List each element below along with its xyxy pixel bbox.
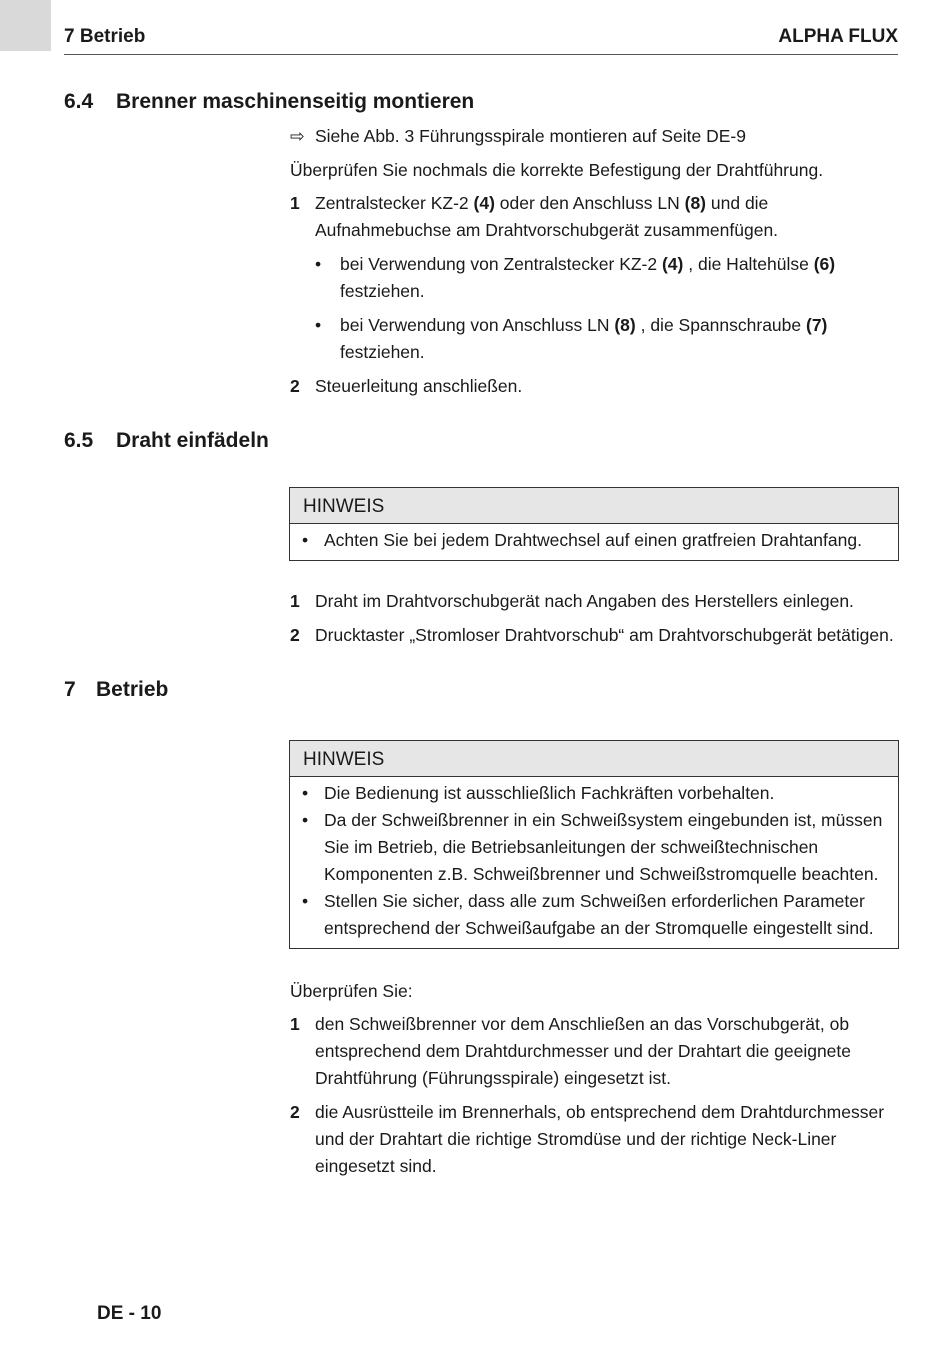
bullet-item bbox=[315, 312, 900, 366]
notice-item: • Achten Sie bei jedem Drahtwechsel auf einen gratfreien Drahtanfang. bbox=[302, 530, 862, 550]
corner-tab bbox=[0, 0, 51, 51]
header-chapter: 7 Betrieb bbox=[64, 26, 146, 47]
bullet-item bbox=[315, 251, 900, 305]
step-text: Steuerleitung anschließen. bbox=[315, 376, 523, 396]
section-number: 7 bbox=[64, 678, 76, 701]
instruction-text: Überprüfen Sie: bbox=[290, 981, 413, 1001]
instruction-text: Überprüfen Sie nochmals die korrekte Befestigung der Drahtführung. bbox=[290, 160, 824, 180]
notice-item: • Da der Schweißbrenner in ein Schweißsystem eingebunden ist, müssen Sie im Betrieb, die Betriebsanleitungen der schweißtechnischen Komponenten z.B. Schweißbrenner und Schweißstromquelle beachten. bbox=[302, 810, 883, 884]
step-item bbox=[290, 190, 900, 244]
step-item bbox=[290, 622, 900, 649]
step-text: den Schweißbrenner vor dem Anschließen an das Vorschubgerät, ob entsprechend dem Drahtdurchmesser und der Drahtart die geeignete Drahtführung (Führungsspirale) eingesetzt ist. bbox=[315, 1014, 852, 1088]
step-number: 2 bbox=[290, 625, 300, 645]
step-item bbox=[290, 588, 900, 615]
step-number: 2 bbox=[290, 376, 300, 396]
arrow-right-icon: ⇨ bbox=[290, 126, 305, 146]
notice-label: HINWEIS bbox=[290, 741, 898, 777]
section-title: Draht einfädeln bbox=[116, 429, 269, 452]
step-number: 1 bbox=[290, 591, 300, 611]
bullet-text: bei Verwendung von Zentralstecker KZ-2 (4) , die Haltehülse (6) festziehen. bbox=[340, 254, 836, 301]
bullet-dot: • bbox=[315, 254, 322, 274]
section-title: Betrieb bbox=[96, 678, 169, 701]
notice-label: HINWEIS bbox=[290, 488, 898, 524]
step-text: Drucktaster „Stromloser Drahtvorschub“ am Drahtvorschubgerät betätigen. bbox=[315, 625, 894, 645]
reference-text[interactable]: Siehe Abb. 3 Führungsspirale montieren auf Seite DE-9 bbox=[315, 126, 746, 146]
step-text: Draht im Drahtvorschubgerät nach Angaben des Herstellers einlegen. bbox=[315, 591, 854, 611]
step-text: die Ausrüstteile im Brennerhals, ob entsprechend dem Drahtdurchmesser und der Drahtart die richtige Stromdüse und der richtige Neck-Liner eingesetzt sind. bbox=[315, 1102, 885, 1176]
section-6-4-heading bbox=[64, 90, 474, 114]
notice-item: • Stellen Sie sicher, dass alle zum Schweißen erforderlichen Parameter entsprechend der Schweißaufgabe an der Stromquelle eingestellt sind. bbox=[302, 891, 874, 938]
page-number: DE - 10 bbox=[97, 1303, 162, 1324]
step-item bbox=[290, 373, 900, 400]
notice-item: • Die Bedienung ist ausschließlich Fachkräften vorbehalten. bbox=[302, 783, 775, 803]
step-number: 1 bbox=[290, 193, 300, 213]
section-title: Brenner maschinenseitig montieren bbox=[116, 90, 475, 113]
header-rule bbox=[64, 54, 898, 55]
step-item bbox=[290, 1011, 900, 1092]
bullet-text: bei Verwendung von Anschluss LN (8) , die Spannschraube (7) festziehen. bbox=[340, 315, 828, 362]
section-number: 6.4 bbox=[64, 90, 94, 113]
notice-box bbox=[289, 487, 899, 561]
section-number: 6.5 bbox=[64, 429, 94, 452]
step-text: Zentralstecker KZ-2 (4) oder den Anschluss LN (8) und die Aufnahmebuchse am Drahtvorschubgerät zusammenfügen. bbox=[315, 193, 779, 240]
section-7-heading bbox=[64, 678, 168, 702]
section-6-5-heading bbox=[64, 429, 269, 453]
header-product: ALPHA FLUX bbox=[778, 26, 898, 47]
cross-reference bbox=[290, 123, 900, 150]
step-number: 2 bbox=[290, 1102, 300, 1122]
step-item bbox=[290, 1099, 900, 1180]
bullet-dot: • bbox=[315, 315, 322, 335]
step-number: 1 bbox=[290, 1014, 300, 1034]
notice-box bbox=[289, 740, 899, 949]
